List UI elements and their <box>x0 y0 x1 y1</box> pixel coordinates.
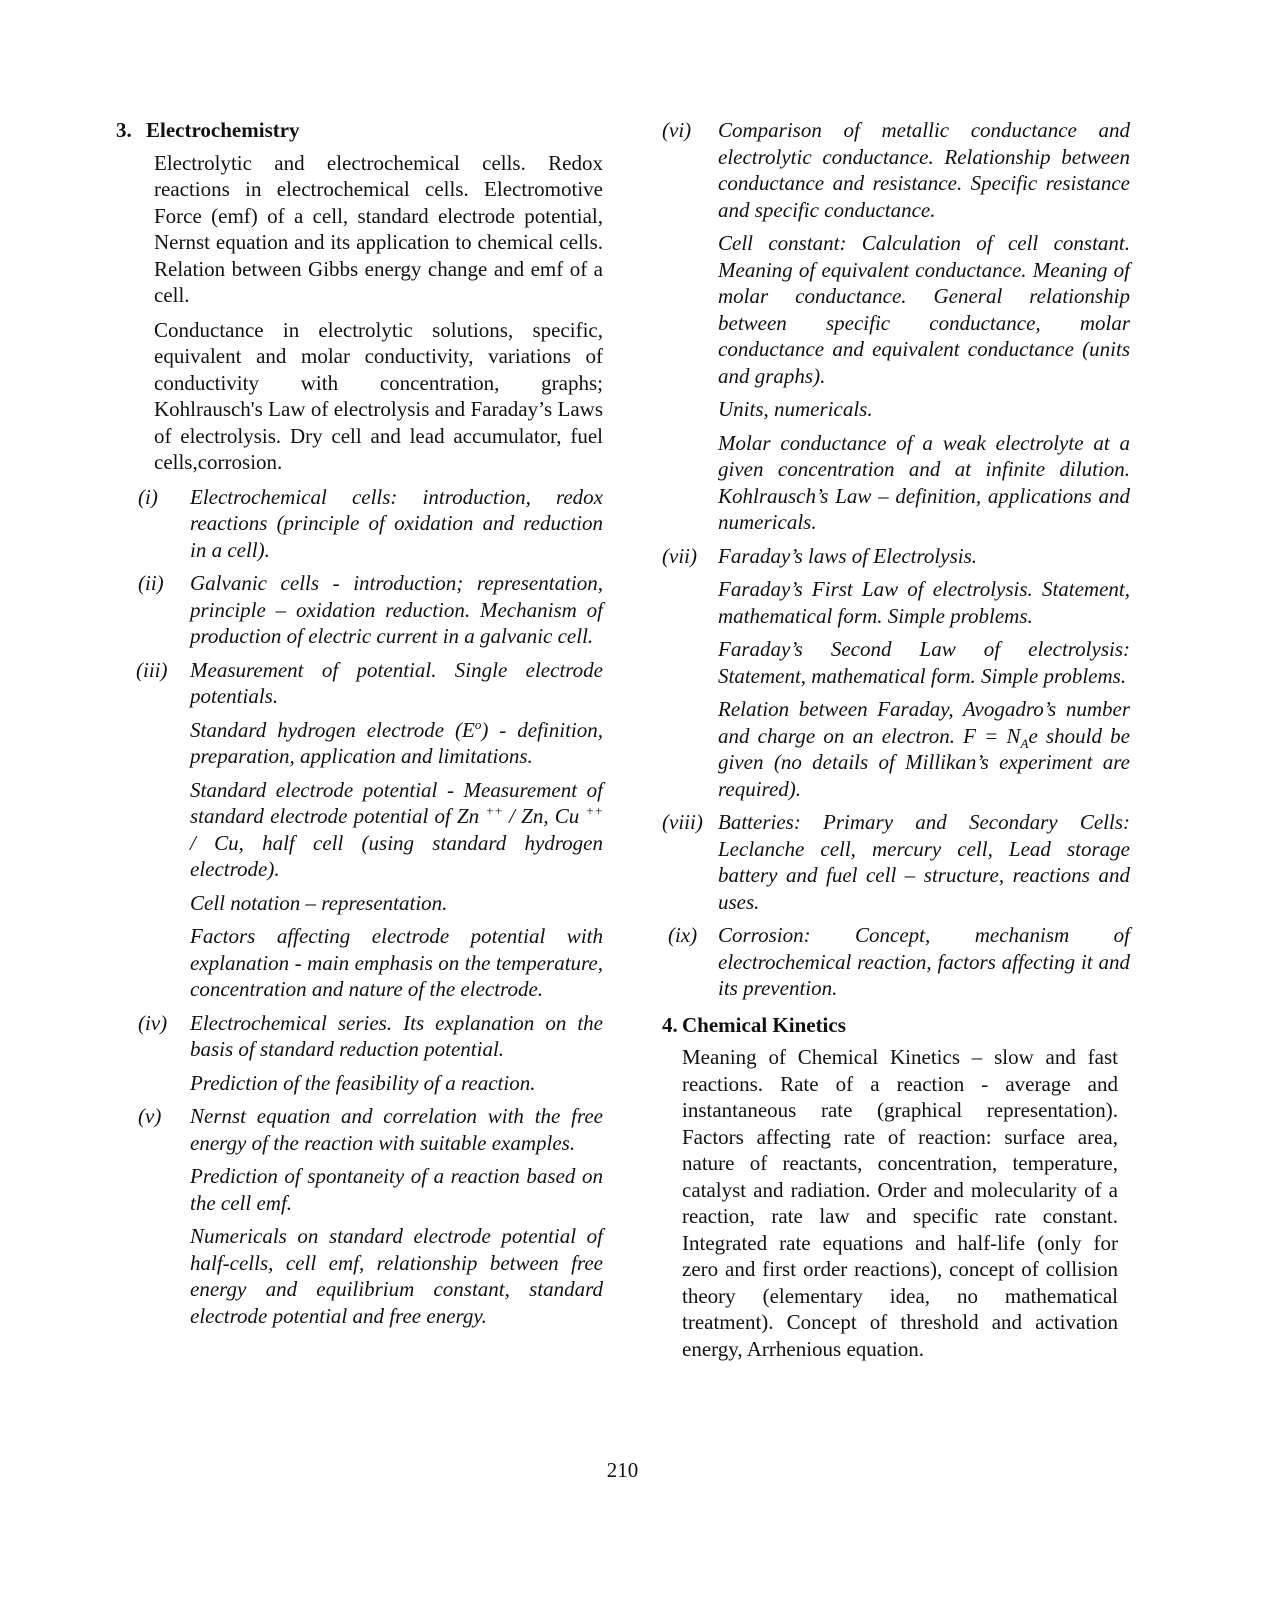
section-3-intro-1: Electrolytic and electrochemical cells. Redox reactions in electrochemical cells. Electromotive Force (emf) of a cell, standard electrode potential, Nernst equation and its application to chemical cells. Relation between Gibbs energy change and emf of a cell. <box>154 150 603 307</box>
topic-vii-para-1: Faraday’s First Law of electrolysis. Statement, mathematical form. Simple problems. <box>718 577 1130 628</box>
section-4-heading <box>662 1012 1130 1039</box>
topic-ii-text: Galvanic cells - introduction; representation, principle – oxidation reduction. Mechanism of production of electric current in a galvanic cell. <box>190 571 603 648</box>
topic-iv-para-1: Prediction of the feasibility of a reaction. <box>190 1070 536 1095</box>
topic-iv-text: Electrochemical series. Its explanation on the basis of standard reduction potential. <box>190 1010 603 1061</box>
topic-ii <box>116 570 603 650</box>
section-3-title: Electrochemistry <box>146 118 300 142</box>
topic-viii-number: (viii) <box>662 810 703 834</box>
section-4-number: 4. <box>662 1012 678 1037</box>
topic-v-para-2: Numericals on standard electrode potential of half-cells, cell emf, relationship between free energy and equilibrium constant, standard electrode potential and free energy. <box>190 1224 603 1328</box>
topic-viii-text: Batteries: Primary and Secondary Cells: Leclanche cell, mercury cell, Lead storage battery and fuel cell – structure, reactions and uses. <box>718 810 1130 914</box>
topic-iii-para-2-b: / Zn, Cu <box>502 804 586 828</box>
topic-iii <box>116 657 603 710</box>
section-4-title: Chemical Kinetics <box>682 1012 846 1037</box>
topic-ix-text: Corrosion: Concept, mechanism of electrochemical reaction, factors affecting it and its prevention. <box>718 923 1130 1000</box>
topic-vii-text: Faraday’s laws of Electrolysis. <box>718 543 977 568</box>
topic-v <box>116 1103 603 1156</box>
topic-i-text: Electrochemical cells: introduction, redox reactions (principle of oxidation and reduction in a cell). <box>190 484 603 562</box>
topic-iii-para-1-sup: o <box>474 716 482 732</box>
topic-iii-para-4: Factors affecting electrode potential with explanation - main emphasis on the temperature, concentration and nature of the electrode. <box>190 924 603 1001</box>
topic-ii-number: (ii) <box>138 571 164 595</box>
topic-iii-para-1 <box>190 717 603 770</box>
topic-vii-para-3-sub: A <box>1020 735 1029 751</box>
topic-vii-number: (vii) <box>662 543 697 568</box>
topic-iv <box>116 1010 603 1063</box>
section-3-heading <box>116 117 603 144</box>
section-3-number: 3. <box>116 118 132 142</box>
section-4-intro: Meaning of Chemical Kinetics – slow and fast reactions. Rate of a reaction - average and instantaneous rate (graphical representation). Factors affecting rate of reaction: surface area, nature of reactants, concentration, temperature, catalyst and radiation. Order and molecularity of a reaction, rate law and specific rate constant. Integrated rate equations and half-life (only for zero and first order reactions), concept of collision theory (elementary idea, no mathematical treatment). Concept of threshold and activation energy, Arrhenious equation. <box>682 1045 1118 1361</box>
topic-vi <box>662 117 1130 223</box>
topic-iii-para-2 <box>190 777 603 883</box>
topic-iii-para-2-sup-2: ++ <box>585 803 603 818</box>
topic-i-number: (i) <box>138 484 158 509</box>
topic-vi-number: (vi) <box>662 118 692 142</box>
topic-ix <box>662 922 1130 1002</box>
topic-vi-para-3: Molar conductance of a weak electrolyte at a given concentration and at infinite dilution. Kohlrausch’s Law – definition, applications and numericals. <box>718 430 1130 534</box>
topic-iii-para-2-sup-1: ++ <box>485 803 503 818</box>
section-3-intro-2: Conductance in electrolytic solutions, specific, equivalent and molar conductivity, variations of conductivity with concentration, graphs; Kohlrausch's Law of electrolysis and Faraday’s Laws of electrolysis. Dry cell and lead accumulator, fuel cells,corrosion. <box>154 317 603 474</box>
topic-vii-para-3-b: e should be given (no details of Millikan’s experiment are required). <box>718 723 1130 801</box>
topic-vii-para-2: Faraday’s Second Law of electrolysis: Statement, mathematical form. Simple problems. <box>718 637 1130 688</box>
topic-vii <box>662 543 1130 570</box>
topic-v-text: Nernst equation and correlation with the free energy of the reaction with suitable examples. <box>190 1104 603 1155</box>
topic-iii-number: (iii) <box>136 657 168 682</box>
right-column <box>662 117 1130 1370</box>
topic-iii-para-3: Cell notation – representation. <box>190 890 448 915</box>
topic-i <box>116 484 603 564</box>
topic-vi-para-2: Units, numericals. <box>718 397 873 421</box>
topic-ix-number: (ix) <box>668 923 698 947</box>
topic-viii <box>662 809 1130 915</box>
topic-vii-para-3 <box>718 696 1130 802</box>
topic-vi-para-1: Cell constant: Calculation of cell constant. Meaning of equivalent conductance. Meaning of molar conductance. General relationship between specific conductance, molar conductance and equivalent conductance (units and graphs). <box>718 231 1130 388</box>
page-number: 210 <box>606 1458 639 1482</box>
topic-iii-text: Measurement of potential. Single electrode potentials. <box>190 657 603 708</box>
topic-vii-para-3-a: Relation between Faraday, Avogadro’s number and charge on an electron. F = N <box>718 697 1130 748</box>
topic-v-para-1: Prediction of spontaneity of a reaction based on the cell emf. <box>190 1164 603 1215</box>
topic-v-number: (v) <box>138 1104 162 1128</box>
topic-iii-para-2-c: / Cu, half cell (using standard hydrogen electrode). <box>190 830 603 881</box>
topic-iii-para-1-a: Standard hydrogen electrode (E <box>190 717 475 742</box>
topic-vi-text: Comparison of metallic conductance and electrolytic conductance. Relationship between conductance and resistance. Specific resistance and specific conductance. <box>718 118 1130 222</box>
left-column <box>116 117 603 1336</box>
topic-iii-para-2-a: Standard electrode potential - Measurement of standard electrode potential of Zn <box>190 777 603 828</box>
topic-iv-number: (iv) <box>138 1010 168 1035</box>
topic-iii-para-1-b: ) - definition, preparation, application and limitations. <box>190 717 603 768</box>
